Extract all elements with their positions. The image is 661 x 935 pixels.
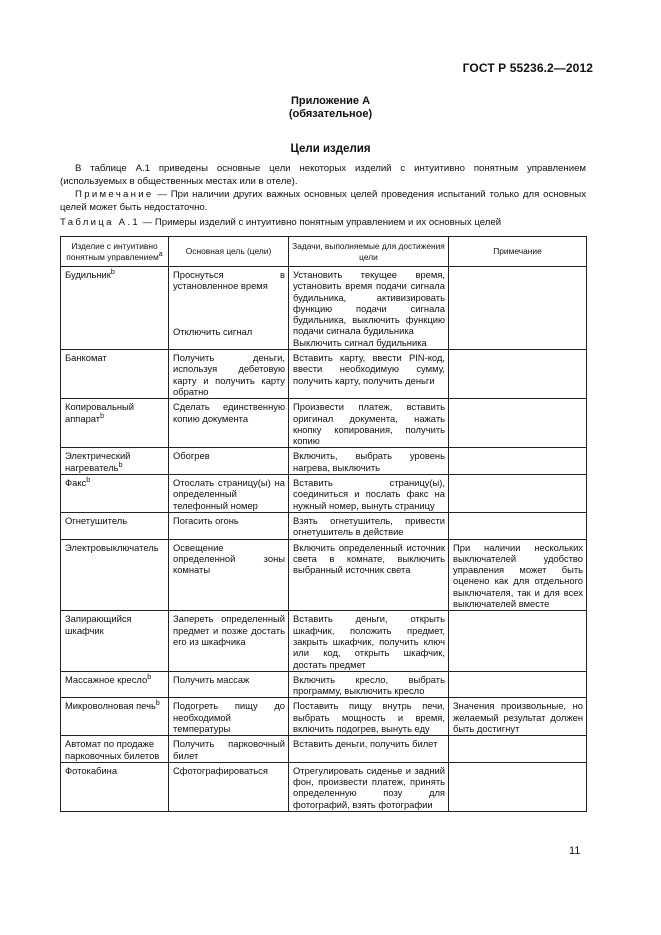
cell-remark: Значения произвольные, но желаемый результат должен быть достигнут [449, 698, 587, 736]
section-title: Цели изделия [290, 143, 371, 155]
cell-goal: Получить деньги, используя дебетовую карту и получить карту обратно [169, 350, 289, 399]
cell-product: Факс$^b$ [61, 475, 169, 513]
cell-tasks: Вставить деньги, получить билет [289, 736, 449, 763]
cell-remark [449, 350, 587, 399]
document-code: ГОСТ Р 55236.2—2012 [462, 61, 593, 75]
intro-paragraph: В таблице А.1 приведены основные цели некоторых изделий с интуитивно понятным управлением (используемых в общественных местах или в отеле). [60, 163, 586, 187]
cell-goal: Освещение определенной зоны комнаты [169, 539, 289, 611]
cell-product: Автомат по продаже парковочных билетов [61, 736, 169, 763]
cell-goal: Сделать единственную копию документа [169, 399, 289, 448]
cell-remark [449, 762, 587, 811]
table-row [61, 267, 587, 350]
cell-goal: Сфотографироваться [169, 762, 289, 811]
cell-product: Электрический нагреватель$^b$ [61, 448, 169, 475]
table-header-row [61, 237, 587, 267]
table-row [61, 698, 587, 736]
cell-goal: Проснуться в установленное время Отключить сигнал [169, 267, 289, 350]
note-text: — При наличии других важных основных целей проведения испытаний только для основных целей может быть недостаточно. [60, 189, 586, 213]
cell-tasks: Вставить карту, ввести PIN-код, ввести необходимую сумму, получить карту, получить деньги [289, 350, 449, 399]
table-row [61, 399, 587, 448]
cell-product: Микроволновая печь$^b$ [61, 698, 169, 736]
cell-product: Фотокабина [61, 762, 169, 811]
cell-tasks: Произвести платеж, вставить оригинал документа, нажать кнопку копирования, получить копию [289, 399, 449, 448]
cell-remark [449, 267, 587, 350]
cell-tasks: Вставить страницу(ы), соединиться и послать факс на нужный номер, вынуть страницу [289, 475, 449, 513]
cell-product: Электровыключатель [61, 539, 169, 611]
cell-remark [449, 671, 587, 698]
cell-remark [449, 512, 587, 539]
cell-tasks: Поставить пищу внутрь печи, выбрать мощность и время, включить подогрев, вынуть еду [289, 698, 449, 736]
cell-tasks: Вставить деньги, открыть шкафчик, положить предмет, закрыть шкафчик, получить ключ или код, открыть шкафчик, достать предмет [289, 611, 449, 671]
table-row [61, 611, 587, 671]
cell-goal: Получить массаж [169, 671, 289, 698]
goals-table [60, 236, 587, 812]
header-goal: Основная цель (цели) [169, 237, 289, 267]
cell-tasks: Отрегулировать сиденье и задний фон, произвести платеж, принять определенную позу для фотографий, взять фотографии [289, 762, 449, 811]
table-row [61, 448, 587, 475]
cell-remark [449, 611, 587, 671]
cell-tasks: Включить, выбрать уровень нагрева, выключить [289, 448, 449, 475]
table-row [61, 671, 587, 698]
cell-tasks: Включить кресло, выбрать программу, выключить кресло [289, 671, 449, 698]
cell-remark [449, 448, 587, 475]
cell-remark [449, 475, 587, 513]
cell-remark: При наличии нескольких выключателей удобство управления может быть оценено как для отдельного выключателя, так и для всех выключателей вместе [449, 539, 587, 611]
table-row [61, 539, 587, 611]
annex-status: (обязательное) [288, 108, 373, 120]
cell-goal: Обогрев [169, 448, 289, 475]
cell-product: Копировальный аппарат$^b$ [61, 399, 169, 448]
header-tasks: Задачи, выполняемые для достижения цели [289, 237, 449, 267]
cell-remark [449, 399, 587, 448]
cell-tasks: Установить текущее время, установить время подачи сигнала будильника, активизировать функцию подачи сигнала будильника, выключить функцию подачи сигнала будильника Выключить сигнал будильника [289, 267, 449, 350]
cell-product: Запирающийся шкафчик [61, 611, 169, 671]
table-row [61, 512, 587, 539]
table-row [61, 350, 587, 399]
header-remark: Примечание [449, 237, 587, 267]
annex-heading [0, 95, 661, 121]
annex-title: Приложение А [290, 95, 371, 107]
cell-tasks: Включить определенный источник света в комнате, выключить выбранный источник света [289, 539, 449, 611]
cell-product: Массажное кресло$^b$ [61, 671, 169, 698]
cell-tasks: Взять огнетушитель, привести огнетушитель в действие [289, 512, 449, 539]
table-caption-label: Таблица А.1 [60, 217, 140, 228]
cell-remark [449, 736, 587, 763]
cell-goal: Подогреть пищу до необходимой температуры [169, 698, 289, 736]
table-row [61, 762, 587, 811]
cell-product: Будильник$^b$ [61, 267, 169, 350]
cell-product: Огнетушитель [61, 512, 169, 539]
table-caption-text: — Примеры изделий с интуитивно понятным управлением и их основных целей [139, 217, 502, 228]
cell-goal: Получить парковочный билет [169, 736, 289, 763]
cell-goal: Погасить огонь [169, 512, 289, 539]
cell-goal: Отослать страницу(ы) на определенный телефонный номер [169, 475, 289, 513]
page-number: 11 [569, 845, 581, 857]
note-label: Примечание [75, 189, 154, 200]
table-row [61, 736, 587, 763]
cell-product: Банкомат [61, 350, 169, 399]
cell-goal: Запереть определенный предмет и позже достать его из шкафчика [169, 611, 289, 671]
table-row [61, 475, 587, 513]
table-caption [60, 217, 501, 228]
note-paragraph [60, 189, 586, 214]
header-product: Изделие с интуитивно понятным управлением$^a$ [61, 237, 169, 267]
